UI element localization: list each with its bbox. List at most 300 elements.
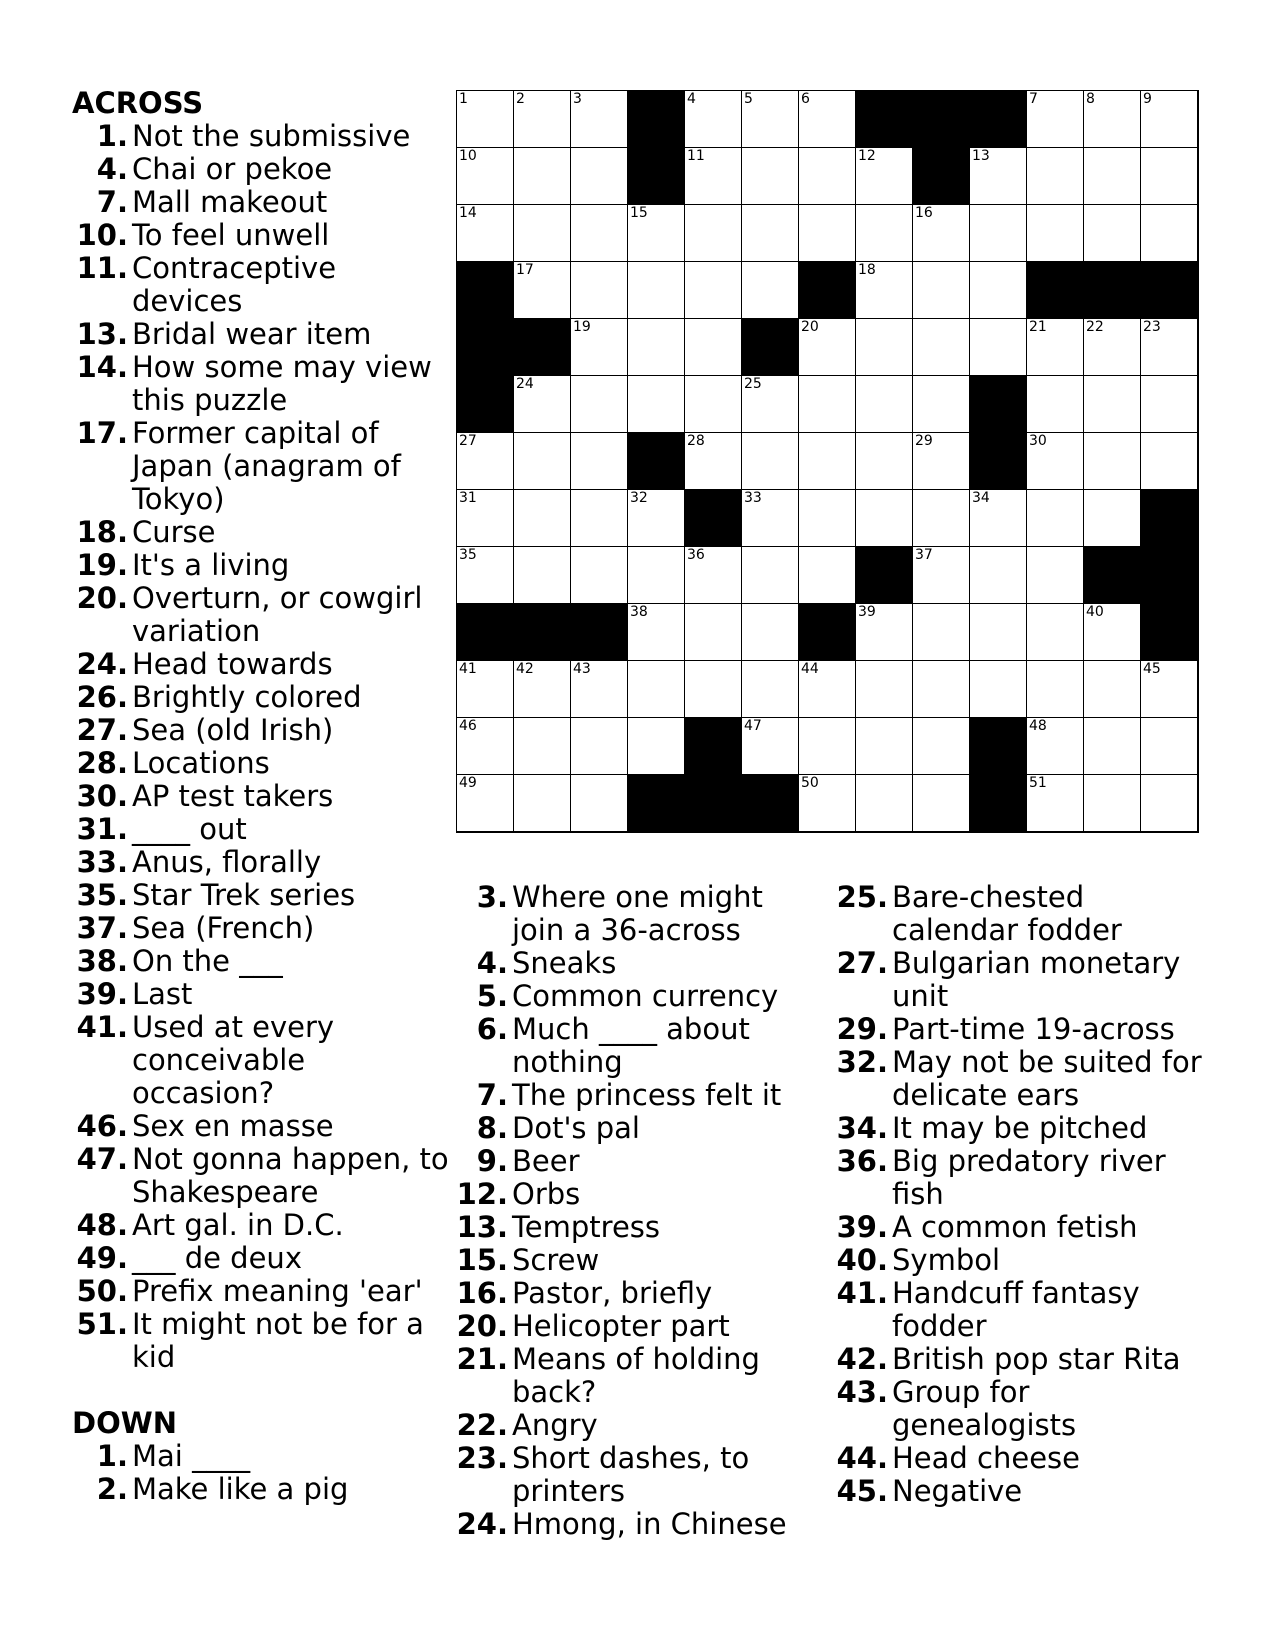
black-square [913, 148, 970, 205]
grid-cell[interactable] [1027, 775, 1084, 832]
clue-item [72, 252, 450, 318]
grid-cell[interactable] [970, 262, 1027, 319]
cell-number: 47 [744, 718, 762, 734]
clue-text: Not the submissive [132, 119, 411, 153]
grid-cell[interactable] [685, 148, 742, 205]
grid-cell[interactable] [685, 205, 742, 262]
cell-number: 5 [744, 91, 753, 107]
grid-cell[interactable] [799, 148, 856, 205]
grid-cell[interactable] [685, 433, 742, 490]
grid-cell[interactable] [913, 319, 970, 376]
grid-cell[interactable] [1084, 490, 1141, 547]
grid-cell[interactable] [1084, 319, 1141, 376]
clue-number: 50. [76, 1274, 128, 1308]
grid-cell[interactable] [628, 718, 685, 775]
grid-cell[interactable] [514, 262, 571, 319]
cell-number: 14 [459, 205, 477, 221]
grid-cell[interactable] [913, 490, 970, 547]
grid-cell[interactable] [1141, 661, 1198, 718]
clue-text: Curse [132, 515, 216, 549]
clue-item [72, 978, 450, 1011]
grid-cell[interactable] [457, 718, 514, 775]
grid-cell[interactable] [457, 661, 514, 718]
grid-cell[interactable] [970, 490, 1027, 547]
cell-number: 42 [516, 661, 534, 677]
clue-number: 37. [76, 911, 128, 945]
grid-cell[interactable] [685, 376, 742, 433]
grid-cell[interactable] [685, 262, 742, 319]
cell-number: 13 [972, 148, 990, 164]
grid-cell[interactable] [799, 547, 856, 604]
clue-number: 29. [836, 1012, 888, 1046]
clue-item [452, 1244, 800, 1277]
grid-cell[interactable] [571, 262, 628, 319]
black-square [457, 376, 514, 433]
clue-item [72, 780, 450, 813]
clue-item [72, 582, 450, 648]
grid-cell[interactable] [571, 490, 628, 547]
grid-cell[interactable] [457, 205, 514, 262]
grid-cell[interactable] [514, 547, 571, 604]
cell-number: 36 [687, 547, 705, 563]
grid-cell[interactable] [571, 148, 628, 205]
clue-number: 28. [76, 746, 128, 780]
grid-cell[interactable] [856, 775, 913, 832]
clue-text: Chai or pekoe [132, 152, 333, 186]
clue-text: Bridal wear item [132, 317, 372, 351]
grid-cell[interactable] [628, 376, 685, 433]
clue-text: Screw [512, 1243, 600, 1277]
clue-text: A common fetish [892, 1210, 1138, 1244]
cell-number: 17 [516, 262, 534, 278]
grid-cell[interactable] [913, 775, 970, 832]
cell-number: 41 [459, 661, 477, 677]
grid-cell[interactable] [1084, 718, 1141, 775]
cell-number: 11 [687, 148, 705, 164]
clue-text: Group for genealogists [892, 1375, 1077, 1442]
clue-text: It may be pitched [892, 1111, 1148, 1145]
grid-cell[interactable] [571, 91, 628, 148]
grid-cell[interactable] [1141, 319, 1198, 376]
grid-cell[interactable] [742, 205, 799, 262]
grid-cell[interactable] [571, 319, 628, 376]
grid-cell[interactable] [1084, 148, 1141, 205]
clue-column-left [72, 87, 450, 1506]
clue-item [452, 1409, 800, 1442]
grid-cell[interactable] [913, 376, 970, 433]
grid-cell[interactable] [571, 661, 628, 718]
cell-number: 22 [1086, 319, 1104, 335]
black-square [457, 604, 514, 661]
black-square [571, 604, 628, 661]
black-square [1141, 262, 1198, 319]
grid-cell[interactable] [685, 661, 742, 718]
clue-number: 38. [76, 944, 128, 978]
down-heading: DOWN [72, 1406, 177, 1440]
clue-item [72, 846, 450, 879]
clue-text: Sea (old Irish) [132, 713, 334, 747]
grid-cell[interactable] [856, 490, 913, 547]
clue-item [832, 881, 1202, 947]
clue-number: 6. [476, 1012, 508, 1046]
grid-cell[interactable] [1027, 490, 1084, 547]
clue-text: Mall makeout [132, 185, 328, 219]
grid-cell[interactable] [913, 205, 970, 262]
clue-item [452, 1079, 800, 1112]
clue-text: Brightly colored [132, 680, 362, 714]
grid-cell[interactable] [514, 433, 571, 490]
black-square [628, 433, 685, 490]
clue-number: 51. [76, 1307, 128, 1341]
grid-cell[interactable] [1084, 205, 1141, 262]
cell-number: 30 [1029, 433, 1047, 449]
clue-item [72, 549, 450, 582]
clue-item [832, 1442, 1202, 1475]
clue-text: Bulgarian monetary unit [892, 946, 1181, 1013]
black-square [457, 319, 514, 376]
clue-number: 5. [476, 979, 508, 1013]
grid-cell[interactable] [1141, 205, 1198, 262]
clue-number: 11. [76, 251, 128, 285]
cell-number: 39 [858, 604, 876, 620]
grid-cell[interactable] [514, 775, 571, 832]
clue-text: Orbs [512, 1177, 581, 1211]
grid-cell[interactable] [1027, 376, 1084, 433]
grid-cell[interactable] [742, 547, 799, 604]
clue-number: 46. [76, 1109, 128, 1143]
cell-number: 23 [1143, 319, 1161, 335]
clue-item [832, 1343, 1202, 1376]
across-heading: ACROSS [72, 86, 204, 120]
grid-cell[interactable] [742, 718, 799, 775]
grid-cell[interactable] [571, 205, 628, 262]
grid-cell[interactable] [1141, 91, 1198, 148]
clue-number: 24. [76, 647, 128, 681]
clue-text: ____ out [132, 812, 247, 846]
grid-cell[interactable] [514, 205, 571, 262]
clue-item [72, 945, 450, 978]
grid-cell[interactable] [1027, 547, 1084, 604]
clue-number: 30. [76, 779, 128, 813]
grid-cell[interactable] [970, 604, 1027, 661]
cell-number: 34 [972, 490, 990, 506]
cell-number: 8 [1086, 91, 1095, 107]
clue-item [72, 516, 450, 549]
grid-cell[interactable] [514, 661, 571, 718]
black-square [1084, 547, 1141, 604]
grid-cell[interactable] [856, 718, 913, 775]
clue-number: 20. [76, 581, 128, 615]
cell-number: 32 [630, 490, 648, 506]
grid-cell[interactable] [913, 661, 970, 718]
black-square [970, 775, 1027, 832]
cell-number: 33 [744, 490, 762, 506]
clue-text: Not gonna happen, to Shakespeare [132, 1142, 449, 1209]
clue-item [832, 1244, 1202, 1277]
grid-cell[interactable] [913, 547, 970, 604]
grid-cell[interactable] [685, 604, 742, 661]
clue-text: Contraceptive devices [132, 251, 337, 318]
grid-cell[interactable] [457, 775, 514, 832]
cell-number: 43 [573, 661, 591, 677]
grid-cell[interactable] [628, 319, 685, 376]
grid-cell[interactable] [799, 319, 856, 376]
clue-text: May not be suited for delicate ears [892, 1045, 1202, 1112]
clue-text: Part-time 19-across [892, 1012, 1175, 1046]
grid-cell[interactable] [799, 376, 856, 433]
clue-text: Beer [512, 1144, 580, 1178]
clue-item [72, 417, 450, 516]
clue-item [72, 747, 450, 780]
grid-cell[interactable] [685, 91, 742, 148]
grid-cell[interactable] [799, 91, 856, 148]
grid-cell[interactable] [685, 319, 742, 376]
clue-number: 12. [456, 1177, 508, 1211]
grid-cell[interactable] [1141, 718, 1198, 775]
cell-number: 48 [1029, 718, 1047, 734]
grid-cell[interactable] [457, 433, 514, 490]
clue-text: On the ___ [132, 944, 283, 978]
black-square [685, 775, 742, 832]
cell-number: 45 [1143, 661, 1161, 677]
cell-number: 38 [630, 604, 648, 620]
clue-text: AP test takers [132, 779, 334, 813]
clue-number: 15. [456, 1243, 508, 1277]
clue-number: 44. [836, 1441, 888, 1475]
grid-cell[interactable] [856, 661, 913, 718]
grid-cell[interactable] [1141, 775, 1198, 832]
black-square [1027, 262, 1084, 319]
grid-cell[interactable] [742, 490, 799, 547]
grid-cell[interactable] [970, 319, 1027, 376]
grid-cell[interactable] [1084, 433, 1141, 490]
grid-cell[interactable] [514, 91, 571, 148]
clue-number: 9. [476, 1144, 508, 1178]
clue-text: The princess felt it [512, 1078, 782, 1112]
clue-item [72, 120, 450, 153]
grid-cell[interactable] [628, 604, 685, 661]
grid-cell[interactable] [1141, 433, 1198, 490]
grid-cell[interactable] [514, 376, 571, 433]
grid-cell[interactable] [970, 547, 1027, 604]
clue-text: Last [132, 977, 193, 1011]
black-square [685, 490, 742, 547]
clue-number: 27. [76, 713, 128, 747]
black-square [1141, 604, 1198, 661]
clue-item [72, 1308, 450, 1374]
grid-cell[interactable] [799, 433, 856, 490]
grid-cell[interactable] [799, 661, 856, 718]
cell-number: 7 [1029, 91, 1038, 107]
clue-text: Make like a pig [132, 1472, 349, 1506]
grid-cell[interactable] [856, 604, 913, 661]
clue-item [452, 1112, 800, 1145]
black-square [742, 319, 799, 376]
clue-text: It's a living [132, 548, 290, 582]
grid-cell[interactable] [913, 604, 970, 661]
clue-number: 41. [836, 1276, 888, 1310]
clue-item [72, 714, 450, 747]
clue-number: 7. [476, 1078, 508, 1112]
cell-number: 37 [915, 547, 933, 563]
clue-text: Hmong, in Chinese [512, 1507, 787, 1541]
grid-cell[interactable] [571, 376, 628, 433]
clue-text: Head towards [132, 647, 333, 681]
clue-number: 17. [76, 416, 128, 450]
clue-item [452, 1145, 800, 1178]
clue-item [832, 1475, 1202, 1508]
grid-cell[interactable] [742, 433, 799, 490]
clue-text: Common currency [512, 979, 779, 1013]
grid-cell[interactable] [457, 91, 514, 148]
grid-cell[interactable] [856, 148, 913, 205]
grid-cell[interactable] [970, 148, 1027, 205]
clue-item [72, 1209, 450, 1242]
grid-cell[interactable] [742, 91, 799, 148]
black-square [856, 547, 913, 604]
clue-text: Pastor, briefly [512, 1276, 713, 1310]
grid-cell[interactable] [628, 262, 685, 319]
clue-item [72, 219, 450, 252]
clue-text: Temptress [512, 1210, 661, 1244]
clue-number: 34. [836, 1111, 888, 1145]
grid-cell[interactable] [742, 661, 799, 718]
grid-cell[interactable] [913, 718, 970, 775]
grid-cell[interactable] [913, 262, 970, 319]
black-square [514, 319, 571, 376]
grid-cell[interactable] [628, 547, 685, 604]
grid-cell[interactable] [913, 433, 970, 490]
clue-item [72, 1440, 450, 1473]
clue-text: Sex en masse [132, 1109, 334, 1143]
clue-number: 4. [476, 946, 508, 980]
clue-number: 41. [76, 1010, 128, 1044]
grid-cell[interactable] [856, 262, 913, 319]
cell-number: 18 [858, 262, 876, 278]
grid-cell[interactable] [1141, 148, 1198, 205]
clue-item [832, 1112, 1202, 1145]
clue-item [452, 1343, 800, 1409]
grid-cell[interactable] [742, 148, 799, 205]
grid-cell[interactable] [970, 661, 1027, 718]
clue-item [832, 1277, 1202, 1343]
grid-cell[interactable] [856, 376, 913, 433]
grid-cell[interactable] [571, 718, 628, 775]
clue-number: 10. [76, 218, 128, 252]
grid-cell[interactable] [1084, 91, 1141, 148]
cell-number: 20 [801, 319, 819, 335]
grid-cell[interactable] [571, 547, 628, 604]
clue-text: Means of holding back? [512, 1342, 760, 1409]
grid-cell[interactable] [571, 433, 628, 490]
clue-number: 39. [76, 977, 128, 1011]
grid-cell[interactable] [799, 205, 856, 262]
grid-cell[interactable] [1027, 718, 1084, 775]
clue-text: Locations [132, 746, 270, 780]
grid-cell[interactable] [1084, 661, 1141, 718]
grid-cell[interactable] [1027, 661, 1084, 718]
clue-text: Used at every conceivable occasion? [132, 1010, 335, 1110]
clue-number: 35. [76, 878, 128, 912]
grid-cell[interactable] [514, 148, 571, 205]
clue-number: 1. [96, 1439, 128, 1473]
clue-item [72, 648, 450, 681]
grid-cell[interactable] [571, 775, 628, 832]
clue-text: Symbol [892, 1243, 1001, 1277]
black-square [628, 91, 685, 148]
clue-text: ___ de deux [132, 1241, 302, 1275]
clue-text: Much ____ about nothing [512, 1012, 750, 1079]
grid-cell[interactable] [799, 718, 856, 775]
clue-number: 13. [76, 317, 128, 351]
clue-text: Head cheese [892, 1441, 1081, 1475]
down-clue-list-part1 [72, 1440, 450, 1506]
cell-number: 12 [858, 148, 876, 164]
black-square [970, 433, 1027, 490]
clue-column-right [832, 881, 1202, 1508]
grid-cell[interactable] [457, 547, 514, 604]
clue-number: 4. [96, 152, 128, 186]
grid-cell[interactable] [1027, 148, 1084, 205]
grid-cell[interactable] [1027, 319, 1084, 376]
clue-item [72, 1275, 450, 1308]
grid-cell[interactable] [1027, 604, 1084, 661]
grid-cell[interactable] [1084, 604, 1141, 661]
grid-cell[interactable] [1141, 376, 1198, 433]
grid-cell[interactable] [970, 205, 1027, 262]
black-square [856, 91, 913, 148]
grid-cell[interactable] [799, 775, 856, 832]
clue-number: 19. [76, 548, 128, 582]
cell-number: 49 [459, 775, 477, 791]
grid-cell[interactable] [514, 490, 571, 547]
cell-number: 25 [744, 376, 762, 392]
grid-cell[interactable] [457, 490, 514, 547]
grid-cell[interactable] [628, 490, 685, 547]
grid-cell[interactable] [856, 205, 913, 262]
grid-cell[interactable] [1027, 205, 1084, 262]
grid-cell[interactable] [457, 148, 514, 205]
grid-cell[interactable] [856, 433, 913, 490]
grid-cell[interactable] [1084, 376, 1141, 433]
grid-cell[interactable] [799, 490, 856, 547]
clue-item [452, 1211, 800, 1244]
clue-number: 7. [96, 185, 128, 219]
grid-cell[interactable] [628, 205, 685, 262]
clue-item [832, 1013, 1202, 1046]
grid-cell[interactable] [742, 376, 799, 433]
cell-number: 6 [801, 91, 810, 107]
grid-cell[interactable] [685, 547, 742, 604]
black-square [685, 718, 742, 775]
grid-cell[interactable] [514, 718, 571, 775]
cell-number: 35 [459, 547, 477, 563]
grid-cell[interactable] [856, 319, 913, 376]
grid-cell[interactable] [1027, 433, 1084, 490]
clue-text: Overturn, or cowgirl variation [132, 581, 423, 648]
clue-number: 39. [836, 1210, 888, 1244]
clue-text: Bare-chested calendar fodder [892, 880, 1122, 947]
clue-number: 16. [456, 1276, 508, 1310]
grid-cell[interactable] [742, 262, 799, 319]
grid-cell[interactable] [1084, 775, 1141, 832]
grid-cell[interactable] [742, 604, 799, 661]
black-square [799, 604, 856, 661]
clue-number: 48. [76, 1208, 128, 1242]
cell-number: 31 [459, 490, 477, 506]
grid-cell[interactable] [1027, 91, 1084, 148]
grid-cell[interactable] [628, 661, 685, 718]
